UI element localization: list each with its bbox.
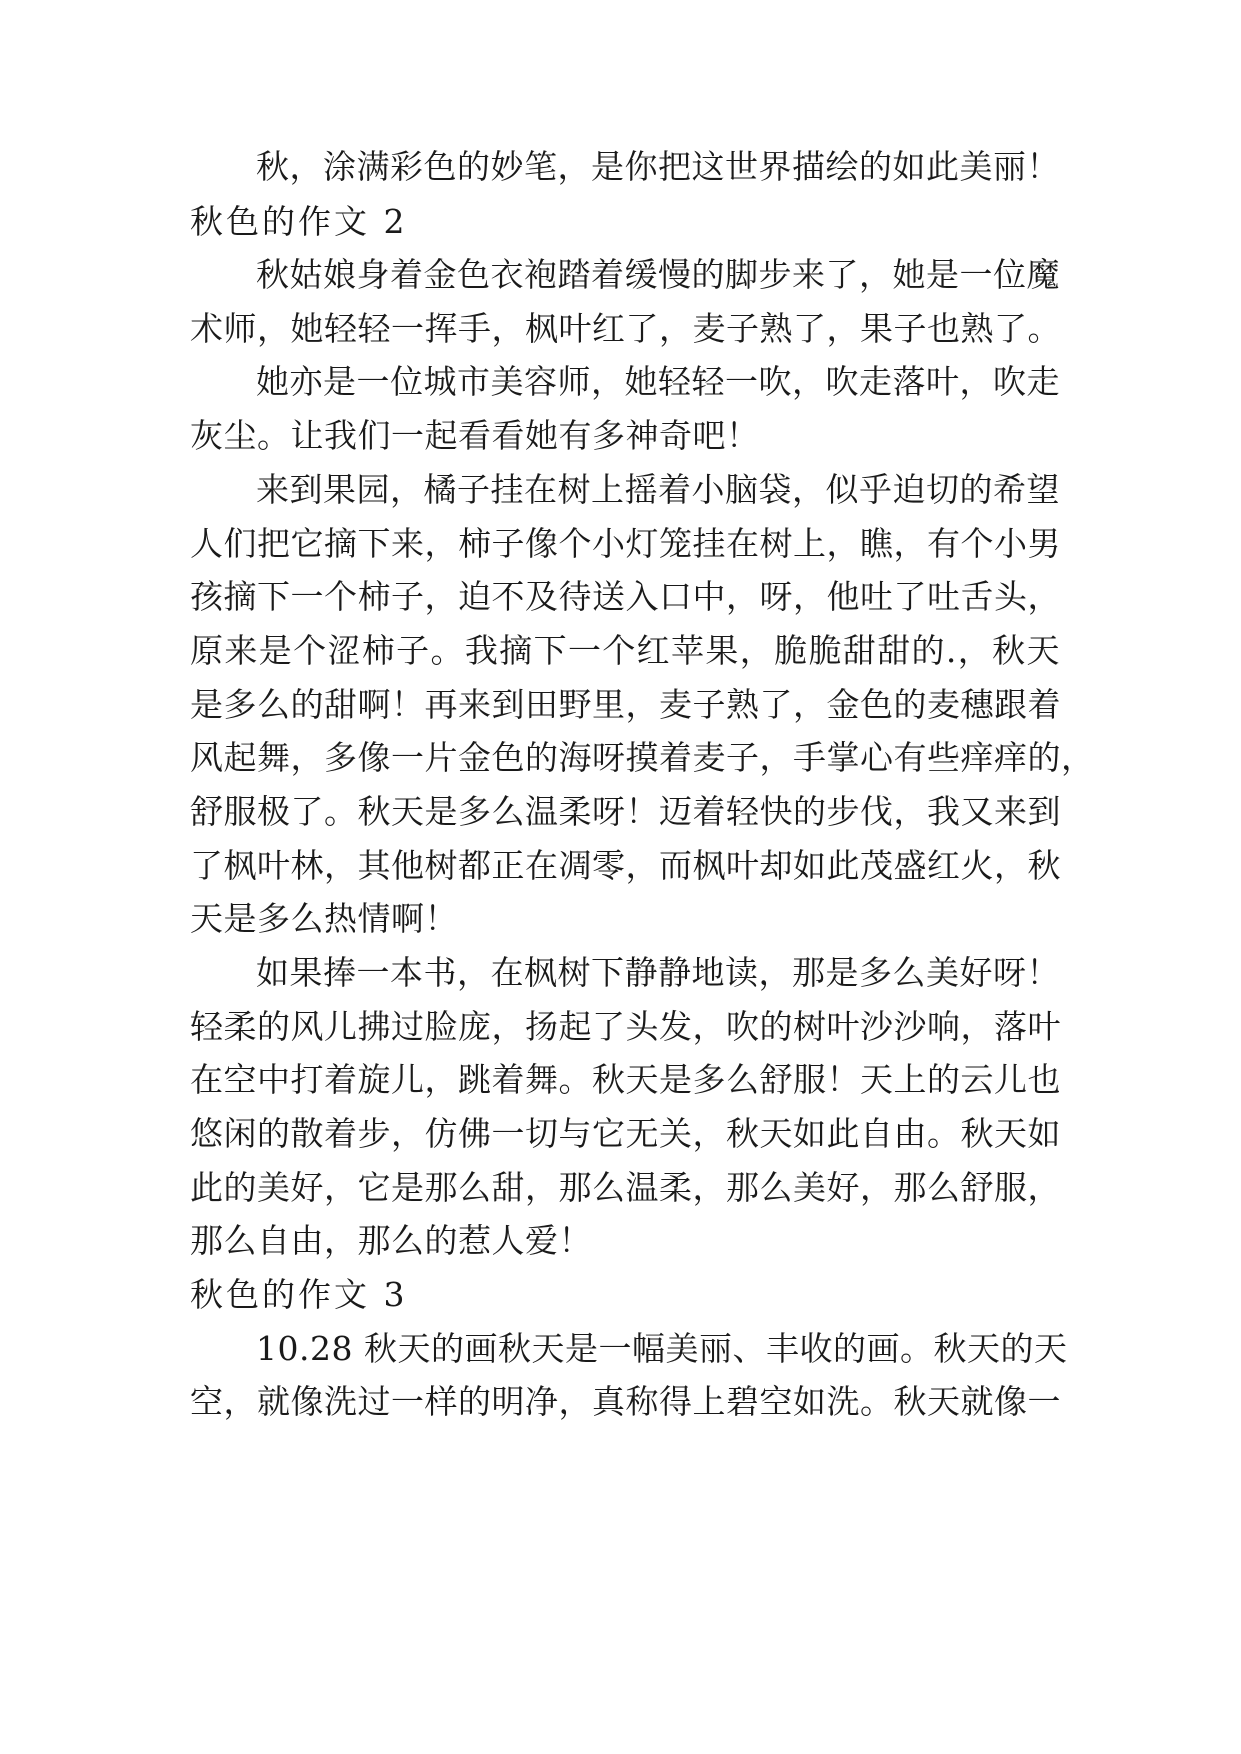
paragraph-line: 了枫叶林，其他树都正在凋零，而枫叶却如此茂盛红火，秋	[190, 846, 1061, 885]
paragraph-line: 术师，她轻轻一挥手，枫叶红了，麦子熟了，果子也熟了。	[190, 309, 1061, 348]
paragraph-line: 在空中打着旋儿，跳着舞。秋天是多么舒服！天上的云儿也	[190, 1060, 1061, 1099]
paragraph-line: 人们把它摘下来，柿子像个小灯笼挂在树上，瞧，有个小男	[190, 524, 1061, 563]
paragraph-line: 秋，涂满彩色的妙笔，是你把这世界描绘的如此美丽！	[256, 147, 1060, 186]
paragraph-line: 空，就像洗过一样的明净，真称得上碧空如洗。秋天就像一	[190, 1382, 1061, 1421]
paragraph-line: 10.28 秋天的画秋天是一幅美丽、丰收的画。秋天的天	[256, 1329, 1068, 1368]
paragraph-line: 舒服极了。秋天是多么温柔呀！迈着轻快的步伐，我又来到	[190, 792, 1061, 831]
paragraph-line: 天是多么热情啊！	[190, 899, 458, 938]
paragraph-line: 此的美好，它是那么甜，那么温柔，那么美好，那么舒服，	[190, 1168, 1061, 1207]
section-heading: 秋色的作文 3	[190, 1275, 408, 1314]
paragraph-line: 轻柔的风儿拂过脸庞，扬起了头发，吹的树叶沙沙响，落叶	[190, 1007, 1061, 1046]
paragraph-line: 风起舞，多像一片金色的海呀摸着麦子，手掌心有些痒痒的，	[190, 738, 1095, 777]
document-page	[190, 0, 1095, 1754]
paragraph-line: 如果捧一本书，在枫树下静静地读，那是多么美好呀！	[256, 953, 1060, 992]
paragraph-line: 秋姑娘身着金色衣袍踏着缓慢的脚步来了，她是一位魔	[256, 255, 1060, 294]
paragraph-line: 来到果园，橘子挂在树上摇着小脑袋，似乎迫切的希望	[256, 470, 1060, 509]
paragraph-line: 灰尘。让我们一起看看她有多神奇吧！	[190, 416, 760, 455]
paragraph-line: 她亦是一位城市美容师，她轻轻一吹，吹走落叶，吹走	[256, 362, 1060, 401]
paragraph-line: 孩摘下一个柿子，迫不及待送入口中，呀，他吐了吐舌头，	[190, 577, 1061, 616]
paragraph-line: 是多么的甜啊！再来到田野里，麦子熟了，金色的麦穗跟着	[190, 685, 1061, 724]
paragraph-line: 原来是个涩柿子。我摘下一个红苹果，脆脆甜甜的.，秋天	[190, 631, 1060, 670]
paragraph-line: 那么自由，那么的惹人爱！	[190, 1221, 592, 1260]
paragraph-line: 悠闲的散着步，仿佛一切与它无关，秋天如此自由。秋天如	[190, 1114, 1061, 1153]
section-heading: 秋色的作文 2	[190, 202, 408, 241]
